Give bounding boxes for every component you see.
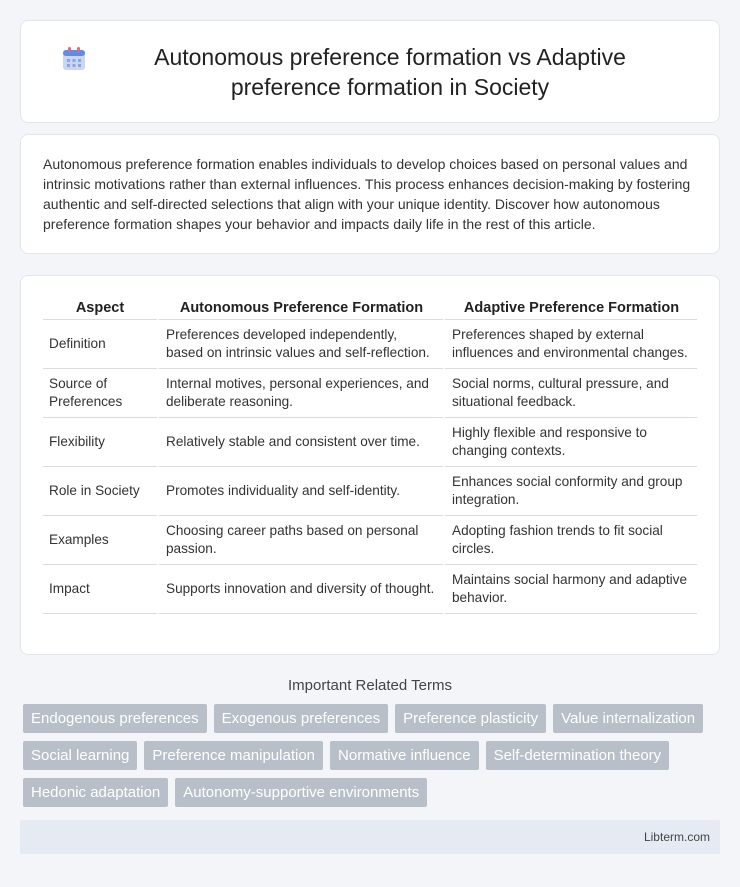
table-row: [43, 516, 697, 565]
related-term-tag[interactable]: Value internalization: [553, 704, 703, 733]
column-header: Adaptive Preference Formation: [443, 296, 697, 320]
related-term-tag[interactable]: Social learning: [23, 741, 137, 770]
table-row: [43, 369, 697, 418]
aspect-cell: Examples: [43, 516, 157, 565]
autonomous-cell: Choosing career paths based on personal passion.: [157, 516, 443, 565]
aspect-cell: Role in Society: [43, 467, 157, 516]
aspect-cell: Flexibility: [43, 418, 157, 467]
adaptive-cell: Enhances social conformity and group integration.: [443, 467, 697, 516]
intro-text: Autonomous preference formation enables individuals to develop choices based on personal values and intrinsic motivations rather than external influences. This process enhances decision-making by fostering authentic and self-directed selections that align with your unique identity. Discover how autonomous preference formation shapes your behavior and impacts daily life in the rest of this article.: [43, 156, 691, 232]
adaptive-cell: Preferences shaped by external influences and environmental changes.: [443, 320, 697, 369]
column-header: Autonomous Preference Formation: [157, 296, 443, 320]
autonomous-cell: Supports innovation and diversity of thought.: [157, 565, 443, 614]
related-term-tag[interactable]: Normative influence: [330, 741, 479, 770]
adaptive-cell: Adopting fashion trends to fit social circles.: [443, 516, 697, 565]
table-row: [43, 320, 697, 369]
autonomous-cell: Preferences developed independently, based on intrinsic values and self-reflection.: [157, 320, 443, 369]
table-row: [43, 565, 697, 614]
adaptive-cell: Social norms, cultural pressure, and situational feedback.: [443, 369, 697, 418]
related-term-tag[interactable]: Preference manipulation: [144, 741, 323, 770]
comparison-table: [43, 296, 697, 614]
table-row: [43, 467, 697, 516]
autonomous-cell: Internal motives, personal experiences, and deliberate reasoning.: [157, 369, 443, 418]
related-term-tag[interactable]: Hedonic adaptation: [23, 778, 168, 807]
aspect-cell: Definition: [43, 320, 157, 369]
table-row: [43, 418, 697, 467]
related-term-tag[interactable]: Preference plasticity: [395, 704, 546, 733]
footer-brand[interactable]: Libterm.com: [643, 830, 710, 844]
calendar-icon: [61, 46, 87, 72]
column-header: Aspect: [43, 296, 157, 320]
related-term-tag[interactable]: Self-determination theory: [486, 741, 670, 770]
table-header-row: [43, 296, 697, 320]
intro-card: [20, 134, 720, 254]
autonomous-cell: Promotes individuality and self-identity.: [157, 467, 443, 516]
adaptive-cell: Maintains social harmony and adaptive behavior.: [443, 565, 697, 614]
related-terms-list: [23, 704, 720, 807]
page-title: Autonomous preference formation vs Adaptive preference formation in Society: [154, 43, 626, 100]
related-term-tag[interactable]: Autonomy-supportive environments: [175, 778, 427, 807]
comparison-card: [20, 275, 720, 655]
related-term-tag[interactable]: Endogenous preferences: [23, 704, 207, 733]
autonomous-cell: Relatively stable and consistent over time.: [157, 418, 443, 467]
footer: [20, 820, 720, 854]
aspect-cell: Impact: [43, 565, 157, 614]
related-term-tag[interactable]: Exogenous preferences: [214, 704, 388, 733]
title-card: [20, 20, 720, 123]
related-terms-title: Important Related Terms: [288, 677, 452, 694]
adaptive-cell: Highly flexible and responsive to changing contexts.: [443, 418, 697, 467]
aspect-cell: Source of Preferences: [43, 369, 157, 418]
